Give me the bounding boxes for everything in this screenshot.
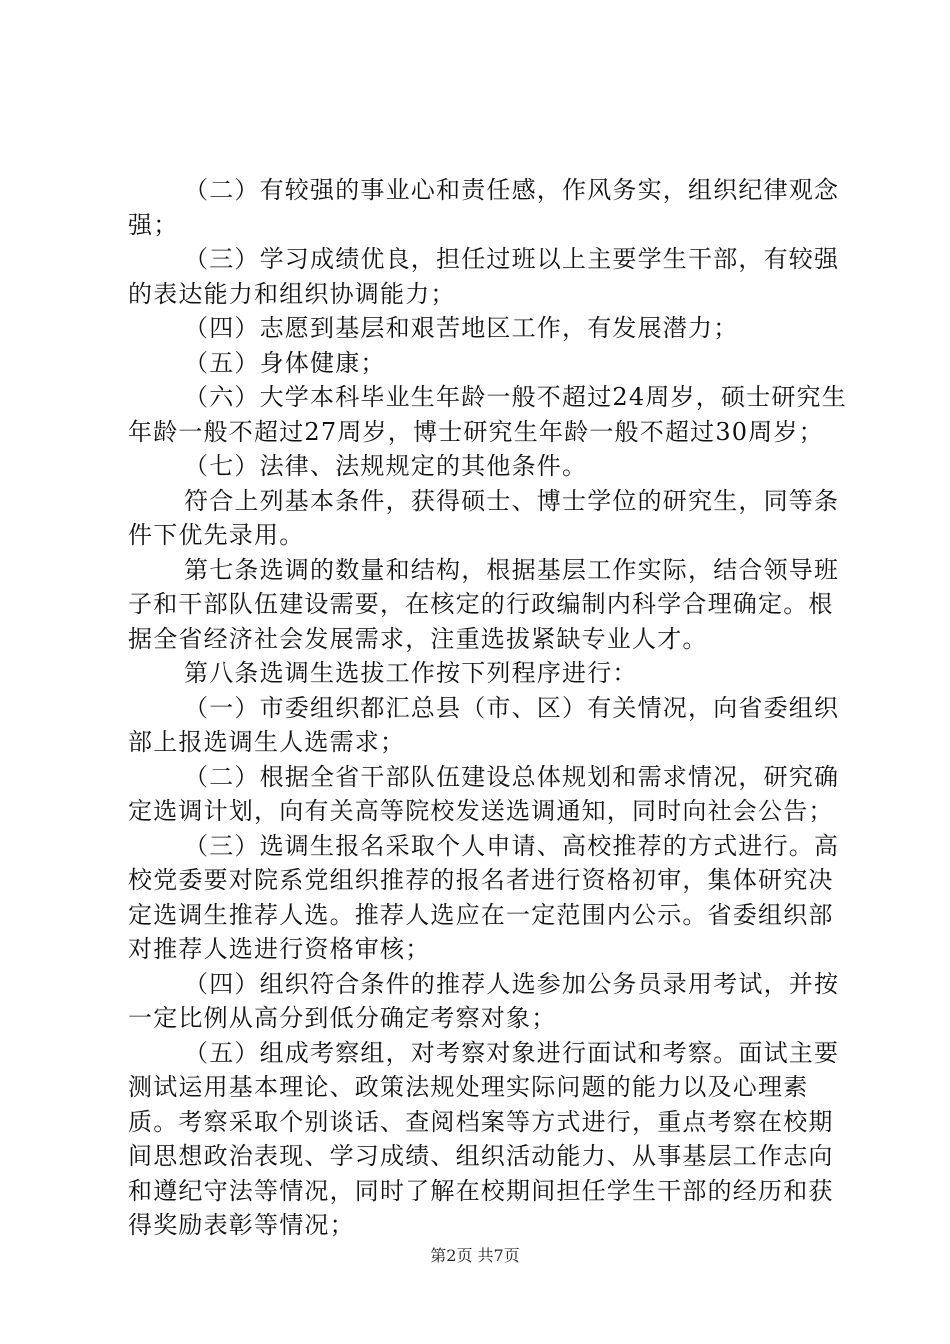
paragraph-text: （一）市委组织都汇总县（市、区）有关情况，向省委组织部上报选调生人选需求； xyxy=(128,693,840,756)
paragraph xyxy=(128,242,848,311)
page-footer xyxy=(0,1243,950,1266)
paragraph-text: 第八条选调生选拔工作按下列程序进行： xyxy=(184,659,638,687)
paragraph-text: （二）根据全省干部队伍建设总体规划和需求情况，研究确定选调计划，向有关高等院校发送选调通知，同时向社会公告； xyxy=(128,762,840,825)
document-body xyxy=(128,173,848,1243)
paragraph-text: （四）志愿到基层和艰苦地区工作，有发展潜力； xyxy=(184,314,739,342)
paragraph xyxy=(128,346,848,381)
paragraph-text: （二）有较强的事业心和责任感，作风务实，组织纪律观念强； xyxy=(128,176,840,239)
paragraph xyxy=(128,173,848,242)
paragraph xyxy=(128,656,848,691)
paragraph-text: （四）组织符合条件的推荐人选参加公务员录用考试，并按一定比例从高分到低分确定考察对象； xyxy=(128,969,840,1032)
paragraph xyxy=(128,1036,848,1243)
paragraph xyxy=(128,380,848,449)
paragraph-text: （六）大学本科毕业生年龄一般不超过24周岁，硕士研究生年龄一般不超过27周岁，博士研究生年龄一般不超过30周岁； xyxy=(128,383,847,446)
paragraph xyxy=(128,484,848,553)
page-number: 第2页 共7页 xyxy=(430,1246,520,1265)
paragraph xyxy=(128,760,848,829)
paragraph-text: （五）身体健康； xyxy=(184,348,386,377)
paragraph xyxy=(128,449,848,484)
paragraph-text: （三）选调生报名采取个人申请、高校推荐的方式进行。高校党委要对院系党组织推荐的报名者进行资格初审，集体研究决定选调生推荐人选。推荐人选应在一定范围内公示。省委组织部对推荐人选进行资格审核； xyxy=(128,831,840,963)
paragraph xyxy=(128,829,848,967)
paragraph-text: （五）组成考察组，对考察对象进行面试和考察。面试主要测试运用基本理论、政策法规处理实际问题的能力以及心理素质。考察采取个别谈话、查阅档案等方式进行，重点考察在校期间思想政治表现、学习成绩、组织活动能力、从事基层工作志向和遵纪守法等情况，同时了解在校期间担任学生干部的经历和获得奖励表彰等情况； xyxy=(128,1038,840,1239)
paragraph xyxy=(128,967,848,1036)
paragraph xyxy=(128,311,848,346)
paragraph-text: （三）学习成绩优良，担任过班以上主要学生干部，有较强的表达能力和组织协调能力； xyxy=(128,245,840,308)
paragraph-text: （七）法律、法规规定的其他条件。 xyxy=(184,452,588,480)
paragraph xyxy=(128,691,848,760)
paragraph-text: 符合上列基本条件，获得硕士、博士学位的研究生，同等条件下优先录用。 xyxy=(128,486,840,549)
paragraph xyxy=(128,553,848,657)
paragraph-text: 第七条选调的数量和结构，根据基层工作实际，结合领导班子和干部队伍建设需要，在核定的行政编制内科学合理确定。根据全省经济社会发展需求，注重选拔紧缺专业人才。 xyxy=(128,555,840,653)
